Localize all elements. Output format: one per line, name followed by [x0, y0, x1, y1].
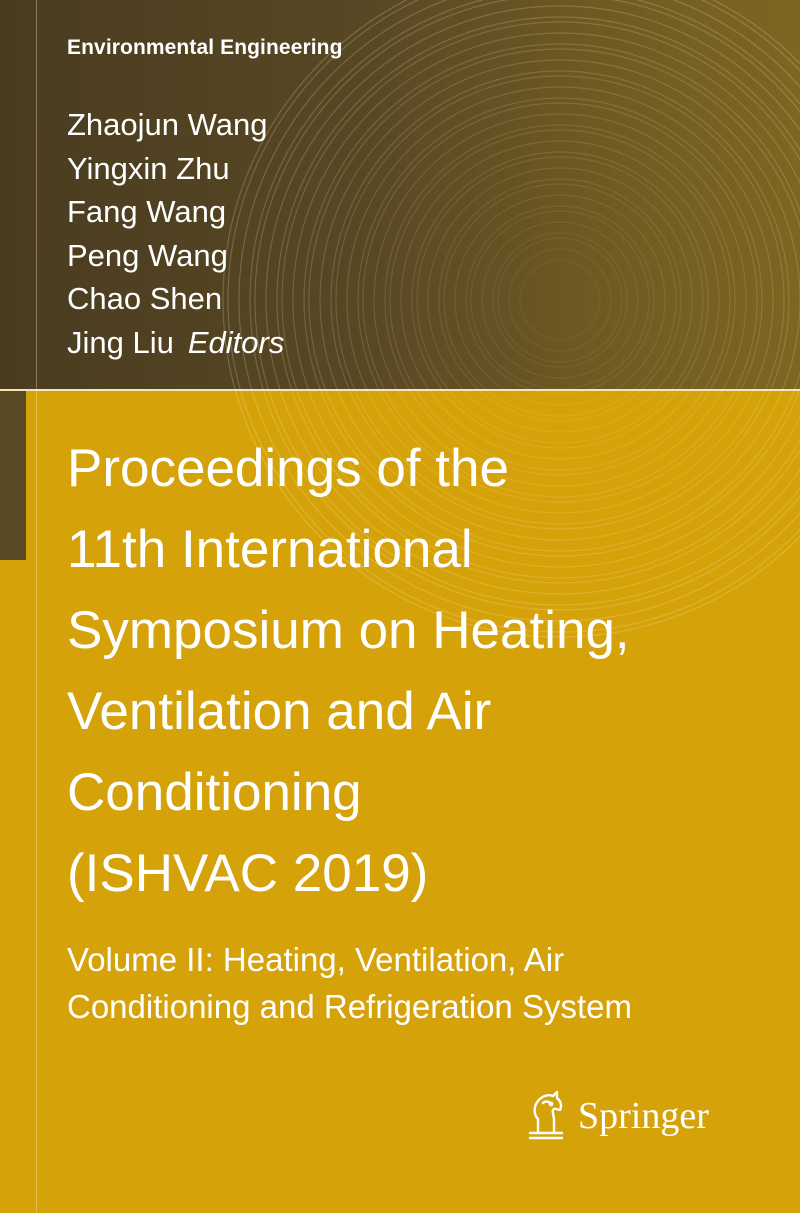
horizontal-divider — [0, 389, 800, 391]
editor-name: Peng Wang — [67, 237, 228, 273]
decorative-ring — [482, 222, 638, 378]
title-line: Ventilation and Air — [67, 682, 492, 741]
publisher-logo — [524, 1088, 709, 1144]
title-line: Proceedings of the — [67, 439, 509, 498]
decorative-ring — [498, 238, 622, 362]
decorative-ring — [520, 260, 600, 340]
decorative-ring — [493, 233, 627, 367]
decorative-ring — [439, 179, 681, 421]
book-title — [67, 428, 787, 914]
title-line: Conditioning — [67, 763, 362, 822]
left-vertical-rule — [36, 0, 37, 1213]
decorative-ring — [428, 168, 692, 432]
editor-name: Yingxin Zhu — [67, 150, 230, 186]
subtitle-line: Volume II: Heating, Ventilation, Air — [67, 941, 565, 978]
decorative-ring — [412, 152, 708, 448]
editor-name: Jing Liu Editors — [67, 324, 285, 360]
decorative-ring — [466, 206, 654, 394]
title-line: (ISHVAC 2019) — [67, 844, 429, 903]
title-line: 11th International — [67, 520, 473, 579]
decorative-ring — [455, 195, 665, 405]
editor-name: Zhaojun Wang — [67, 107, 268, 142]
publisher-name: Springer — [578, 1095, 709, 1137]
springer-horse-icon — [524, 1089, 568, 1143]
decorative-ring — [509, 249, 611, 351]
editor-name: Chao Shen — [67, 281, 223, 316]
decorative-ring — [401, 141, 719, 459]
decorative-ring — [385, 125, 735, 475]
editors-role: Editors — [187, 324, 285, 360]
decorative-ring — [390, 130, 730, 470]
book-subtitle — [67, 936, 767, 1030]
decorative-ring — [444, 184, 676, 416]
decorative-ring — [417, 157, 703, 443]
title-line: Symposium on Heating, — [67, 601, 630, 660]
left-accent-stripe — [0, 390, 26, 560]
subtitle-line: Conditioning and Refrigeration System — [67, 988, 632, 1025]
editor-name: Fang Wang — [67, 194, 227, 229]
series-name: Environmental Engineering — [67, 36, 343, 59]
editors-list — [67, 103, 284, 364]
